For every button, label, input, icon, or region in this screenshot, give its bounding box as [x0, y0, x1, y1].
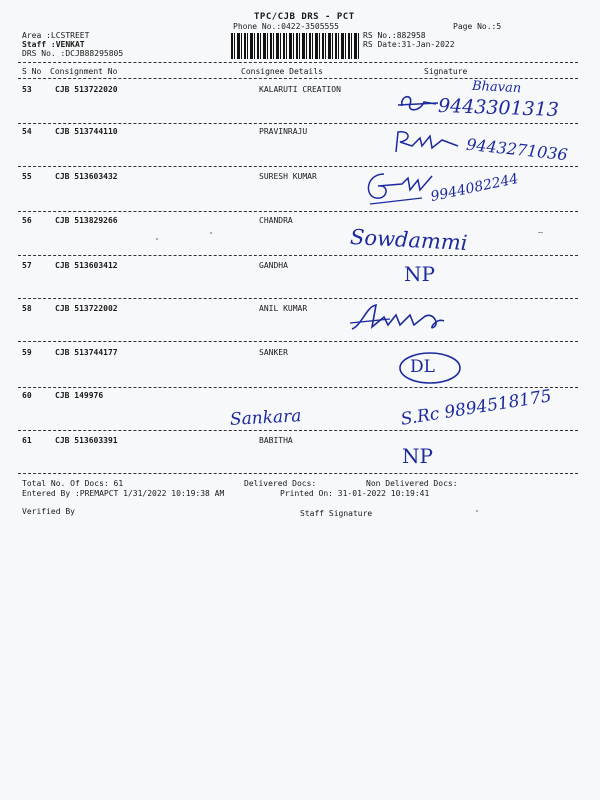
row-divider: [18, 123, 578, 124]
phone-number: Phone No.:0422-3505555: [233, 22, 339, 31]
header-divider-top: [18, 62, 578, 63]
document-title: TPC/CJB DRS - PCT: [254, 12, 355, 22]
row-sno: 54: [22, 127, 32, 136]
row-consignment: CJB 513744110: [55, 127, 118, 136]
signature-54-phone: 9443271036: [465, 134, 569, 165]
verified-by: Verified By: [22, 507, 75, 516]
staff-field: Staff :VENKAT: [22, 40, 85, 49]
row-divider: [18, 430, 578, 431]
row-divider: [18, 298, 578, 299]
column-header-consignee: Consignee Details: [241, 67, 323, 76]
row-divider: [18, 341, 578, 342]
row-consignee: PRAVINRAJU: [259, 127, 308, 136]
row-sno: 55: [22, 172, 32, 181]
signature-60-name: Sankara: [229, 406, 302, 430]
rs-number: RS No.:882958: [363, 31, 426, 40]
signature-61-mark: NP: [402, 444, 433, 468]
row-consignment: CJB 513603412: [55, 261, 118, 270]
row-consignee: SANKER: [259, 348, 288, 357]
total-docs: Total No. Of Docs: 61: [22, 479, 124, 488]
row-sno: 56: [22, 216, 32, 225]
signature-59-mark: DL: [410, 357, 435, 377]
page-number: Page No.:5: [453, 22, 502, 31]
signature-60-phone: S.Rc 9894518175: [399, 386, 553, 430]
row-divider: [18, 211, 578, 212]
row-consignment: CJB 513722020: [55, 85, 118, 94]
scan-speck: [156, 238, 158, 240]
row-consignee: SURESH KUMAR: [259, 172, 317, 181]
column-header-consignment: Consignment No: [50, 67, 118, 76]
signature-53-phone: 9443301313: [437, 94, 560, 122]
row-sno: 59: [22, 348, 32, 357]
signature-56-name: Sowdammi: [349, 224, 469, 256]
entered-by: Entered By :PREMAPCT 1/31/2022 10:19:38 AM: [22, 489, 225, 498]
signature-57-mark: NP: [404, 262, 435, 286]
row-divider: [18, 166, 578, 167]
signature-55-scribble: [362, 168, 434, 208]
row-consignee: CHANDRA: [259, 216, 293, 225]
header-divider-bottom: [18, 78, 578, 79]
row-consignment: CJB 513603391: [55, 436, 118, 445]
staff-signature: Staff Signature: [300, 509, 373, 518]
signature-53-name: Bhavan: [471, 78, 522, 97]
scan-speck: [476, 510, 478, 512]
row-sno: 61: [22, 436, 32, 445]
row-consignee: KALARUTI CREATION: [259, 85, 341, 94]
signature-58-scribble: [348, 303, 466, 337]
column-header-signature: Signature: [424, 67, 468, 76]
delivered-docs: Delivered Docs:: [244, 479, 317, 488]
row-consignee: BABITHA: [259, 436, 293, 445]
non-delivered-docs: Non Delivered Docs:: [366, 479, 458, 488]
row-consignment: CJB 513603432: [55, 172, 118, 181]
row-consignee: ANIL KUMAR: [259, 304, 308, 313]
row-sno: 60: [22, 391, 32, 400]
printed-on: Printed On: 31-01-2022 10:19:41: [280, 489, 430, 498]
signature-55-phone: 9944082244: [429, 170, 520, 206]
row-divider: [18, 387, 578, 388]
table-divider-bottom: [18, 473, 578, 474]
scan-speck: [538, 232, 543, 233]
row-sno: 53: [22, 85, 32, 94]
row-consignment: CJB 513744177: [55, 348, 118, 357]
row-divider: [18, 255, 578, 256]
row-consignment: CJB 149976: [55, 391, 104, 400]
barcode: [231, 33, 359, 59]
drs-number: DRS No. :DCJB88295805: [22, 49, 124, 58]
row-sno: 57: [22, 261, 32, 270]
row-consignment: CJB 513722002: [55, 304, 118, 313]
scan-speck: [210, 232, 212, 234]
rs-date: RS Date:31-Jan-2022: [363, 40, 455, 49]
row-sno: 58: [22, 304, 32, 313]
signature-54-scribble: [392, 128, 460, 156]
row-consignee: GANDHA: [259, 261, 288, 270]
column-header-sno: S No: [22, 67, 42, 76]
row-consignment: CJB 513829266: [55, 216, 118, 225]
signature-53-scribble: [398, 92, 438, 118]
area-field: Area :LCSTREET: [22, 31, 90, 40]
